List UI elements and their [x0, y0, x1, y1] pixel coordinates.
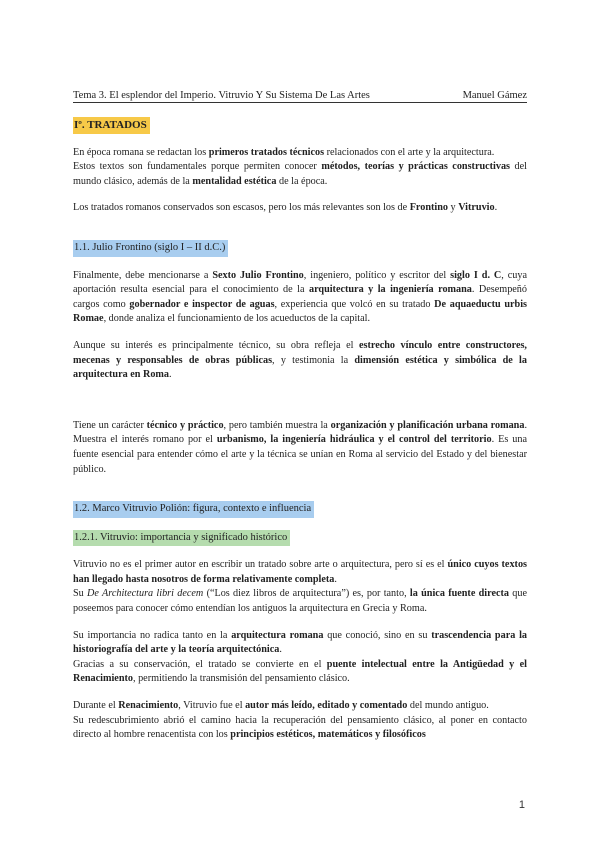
paragraph: Estos textos son fundamentales porque permiten conocer métodos, teorías y prácticas constructivas del mundo clásico, además de la mentalidad estética de la época.	[73, 161, 527, 187]
section-heading: 1.1. Julio Frontino (siglo I – II d.C.)	[73, 240, 228, 257]
page-header	[73, 90, 527, 103]
header-author: Manuel Gámez	[462, 90, 527, 101]
paragraph: Finalmente, debe mencionarse a Sexto Julio Frontino, ingeniero, político y escritor del siglo I d. C, cuya aportación resulta esencial para el conocimiento de la arquitectura y la ingeniería romana. Desempeñó cargos como gobernador e inspector de aguas, experiencia que volcó en su tratado De aquaeductu urbis Romae, donde analiza el funcionamiento de los acueductos de la capital.	[73, 269, 528, 325]
paragraph: Los tratados romanos conservados son escasos, pero los más relevantes son los de Frontino y Vitruvio.	[73, 202, 498, 214]
subsection-heading: 1.2.1. Vitruvio: importancia y significado histórico	[73, 530, 290, 547]
paragraph: Su De Architectura libri decem (“Los diez libros de arquitectura”) es, por tanto, la única fuente directa que poseemos para conocer cómo entendían los antiguos la arquitectura en Grecia y Roma.	[73, 588, 527, 615]
page-number: 1	[518, 799, 525, 811]
paragraph: Durante el Renacimiento, Vitruvio fue el autor más leído, editado y comentado del mundo antiguo.	[73, 700, 489, 712]
document-body	[73, 117, 527, 743]
section-title: Iº. TRATADOS	[73, 117, 150, 134]
paragraph: Gracias a su conservación, el tratado se convierte en el puente intelectual entre la Antigüedad y el Renacimiento, permitiendo la transmisión del pensamiento clásico.	[73, 658, 527, 685]
paragraph: En época romana se redactan los primeros tratados técnicos relacionados con el arte y la arquitectura.	[73, 146, 495, 158]
paragraph: Aunque su interés es principalmente técnico, su obra refleja el estrecho vínculo entre constructores, mecenas y responsables de obras públicas, y testimonia la dimensión estética y simbólica de la arquitectura en Roma.	[73, 339, 527, 381]
paragraph: Tiene un carácter técnico y práctico, pero también muestra la organización y planificación urbana romana. Muestra el interés romano por el urbanismo, la ingeniería hidráulica y el control del territorio. Es una fuente esencial para entender cómo el arte y la técnica se unían en Roma al servicio del Estado y del bienestar público.	[73, 419, 527, 475]
paragraph: Su importancia no radica tanto en la arquitectura romana que conoció, sino en su trascendencia para la historiografía del arte y la teoría arquitectónica.	[73, 629, 527, 656]
header-title: Tema 3. El esplendor del Imperio. Vitruvio Y Su Sistema De Las Artes	[73, 90, 370, 101]
paragraph: Su redescubrimiento abrió el camino hacia la recuperación del pensamiento clásico, al poner en contacto directo al hombre renacentista con los principios estéticos, matemáticos y filosóficos	[73, 714, 527, 741]
section-heading: 1.2. Marco Vitruvio Polión: figura, contexto e influencia	[73, 501, 314, 518]
paragraph: Vitruvio no es el primer autor en escribir un tratado sobre arte o arquitectura, pero sí es el único cuyos textos han llegado hasta nosotros de forma relativamente completa.	[73, 559, 528, 585]
